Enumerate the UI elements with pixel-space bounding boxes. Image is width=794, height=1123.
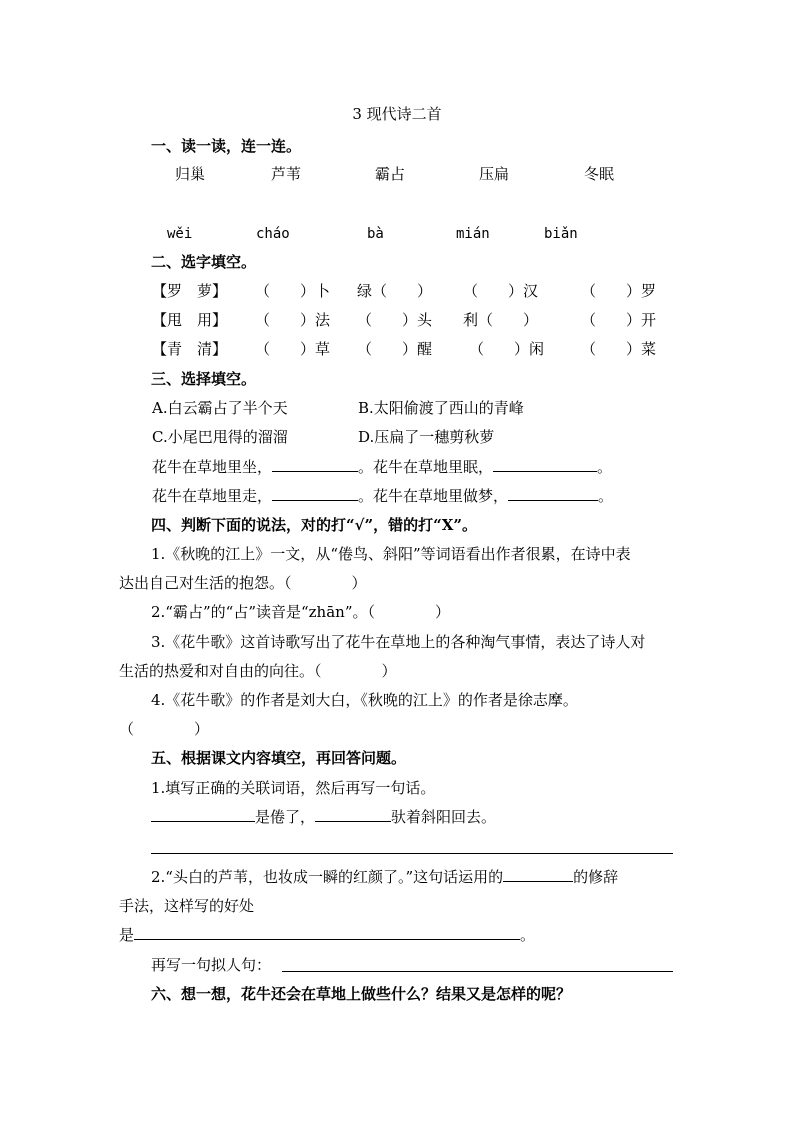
fill-blank-item[interactable]: （ ）罗 xyxy=(581,282,657,300)
word-item: 压扁 xyxy=(479,165,510,183)
fill-blank-item[interactable]: （ ）闲 xyxy=(469,340,545,358)
fill-blank-item[interactable]: （ ）汉 xyxy=(463,282,539,300)
answer-blank[interactable] xyxy=(493,457,597,472)
pinyin-item: mián xyxy=(456,226,490,242)
word-item: 霸占 xyxy=(375,165,406,183)
word-item: 归巢 xyxy=(175,165,206,183)
judge-q4-line1: 4.《花牛歌》的作者是刘大白，《秋晚的江上》的作者是徐志摩。 xyxy=(151,691,578,709)
pinyin-item: bà xyxy=(367,226,384,242)
char-pair: 【罗 萝】 xyxy=(152,282,228,300)
judge-q2: 2.“霸占”的“占”读音是“zhān”。（ ） xyxy=(151,603,450,621)
sentence-text: 。 xyxy=(597,458,613,476)
q5-3-prompt: 再写一句拟人句： xyxy=(151,956,272,974)
judge-q1-line1: 1.《秋晚的江上》一文，从“倦鸟、斜阳”等词语看出作者很累，在诗中表 xyxy=(151,545,631,563)
sentence-text: 花牛在草地里坐， xyxy=(152,458,273,476)
pinyin-item: biǎn xyxy=(544,226,578,242)
sentence-text: 是 xyxy=(119,926,135,944)
section-2-heading: 二、选字填空。 xyxy=(151,253,257,271)
answer-blank[interactable] xyxy=(503,867,573,882)
sentence-text: 2.“头白的芦苇，也妆成一瞬的红颜了。”这句话运用的 xyxy=(151,868,504,886)
pinyin-item: wěi xyxy=(167,226,193,242)
sentence-text: 。花牛在草地里眠， xyxy=(358,458,494,476)
judge-q3-line1: 3.《花牛歌》这首诗歌写出了花牛在草地上的各种淘气事情，表达了诗人对 xyxy=(151,633,646,651)
fill-blank-item[interactable]: （ ）卜 xyxy=(255,282,331,300)
q5-2-line3 xyxy=(119,925,535,945)
sentence-text: 花牛在草地里走， xyxy=(152,487,273,505)
q5-1-sentence xyxy=(151,807,496,827)
sentence-text: 是倦了， xyxy=(255,808,316,826)
answer-blank[interactable] xyxy=(134,925,520,940)
q5-1-prompt: 1.填写正确的关联词语，然后再写一句话。 xyxy=(151,779,436,797)
char-pair: 【青 清】 xyxy=(152,340,228,358)
word-item: 芦苇 xyxy=(271,165,302,183)
sentence-text: 。花牛在草地里做梦， xyxy=(358,487,509,505)
sentence-text: 的修辞 xyxy=(573,868,619,886)
section-6-heading: 六、想一想，花牛还会在草地上做些什么？结果又是怎样的呢？ xyxy=(151,985,572,1003)
fill-sentence-2 xyxy=(152,486,613,506)
fill-blank-item[interactable]: （ ）开 xyxy=(581,311,657,329)
answer-line[interactable] xyxy=(282,971,673,972)
fill-blank-item[interactable]: （ ）草 xyxy=(255,340,331,358)
word-item: 冬眠 xyxy=(584,165,615,183)
answer-blank[interactable] xyxy=(315,807,391,822)
fill-blank-item[interactable]: 绿（ ） xyxy=(357,282,433,300)
page-title: 3 现代诗二首 xyxy=(352,105,442,123)
sentence-text: 。 xyxy=(520,926,536,944)
char-pair: 【甩 用】 xyxy=(152,311,228,329)
q5-2-line2: 手法，这样写的好处 xyxy=(119,897,255,915)
answer-blank[interactable] xyxy=(508,486,598,501)
section-3-heading: 三、选择填空。 xyxy=(151,370,257,388)
pinyin-item: cháo xyxy=(256,226,290,242)
fill-blank-item[interactable]: （ ）菜 xyxy=(581,340,657,358)
section-4-heading: 四、判断下面的说法，对的打“√”，错的打“X”。 xyxy=(151,516,478,534)
section-5-heading: 五、根据课文内容填空，再回答问题。 xyxy=(151,749,407,767)
option-d: D.压扁了一穗剪秋萝 xyxy=(358,428,495,446)
option-c: C.小尾巴甩得的溜溜 xyxy=(152,428,288,446)
answer-blank[interactable] xyxy=(151,807,255,822)
sentence-text: 。 xyxy=(598,487,614,505)
section-1-heading: 一、读一读，连一连。 xyxy=(151,137,302,155)
fill-blank-item[interactable]: 利（ ） xyxy=(463,311,539,329)
fill-blank-item[interactable]: （ ）醒 xyxy=(357,340,433,358)
answer-line[interactable] xyxy=(151,853,673,854)
fill-blank-item[interactable]: （ ）法 xyxy=(255,311,331,329)
sentence-text: 驮着斜阳回去。 xyxy=(391,808,497,826)
fill-blank-item[interactable]: （ ）头 xyxy=(357,311,433,329)
judge-q4-line2: （ ） xyxy=(119,720,210,738)
q5-2-line1 xyxy=(151,867,618,887)
answer-blank[interactable] xyxy=(272,457,358,472)
option-b: B.太阳偷渡了西山的青峰 xyxy=(358,399,524,417)
fill-sentence-1 xyxy=(152,457,612,477)
judge-q3-line2: 生活的热爱和对自由的向往。（ ） xyxy=(119,662,397,680)
option-a: A.白云霸占了半个天 xyxy=(152,399,288,417)
judge-q1-line2: 达出自己对生活的抱怨。（ ） xyxy=(119,574,367,592)
answer-blank[interactable] xyxy=(272,486,358,501)
